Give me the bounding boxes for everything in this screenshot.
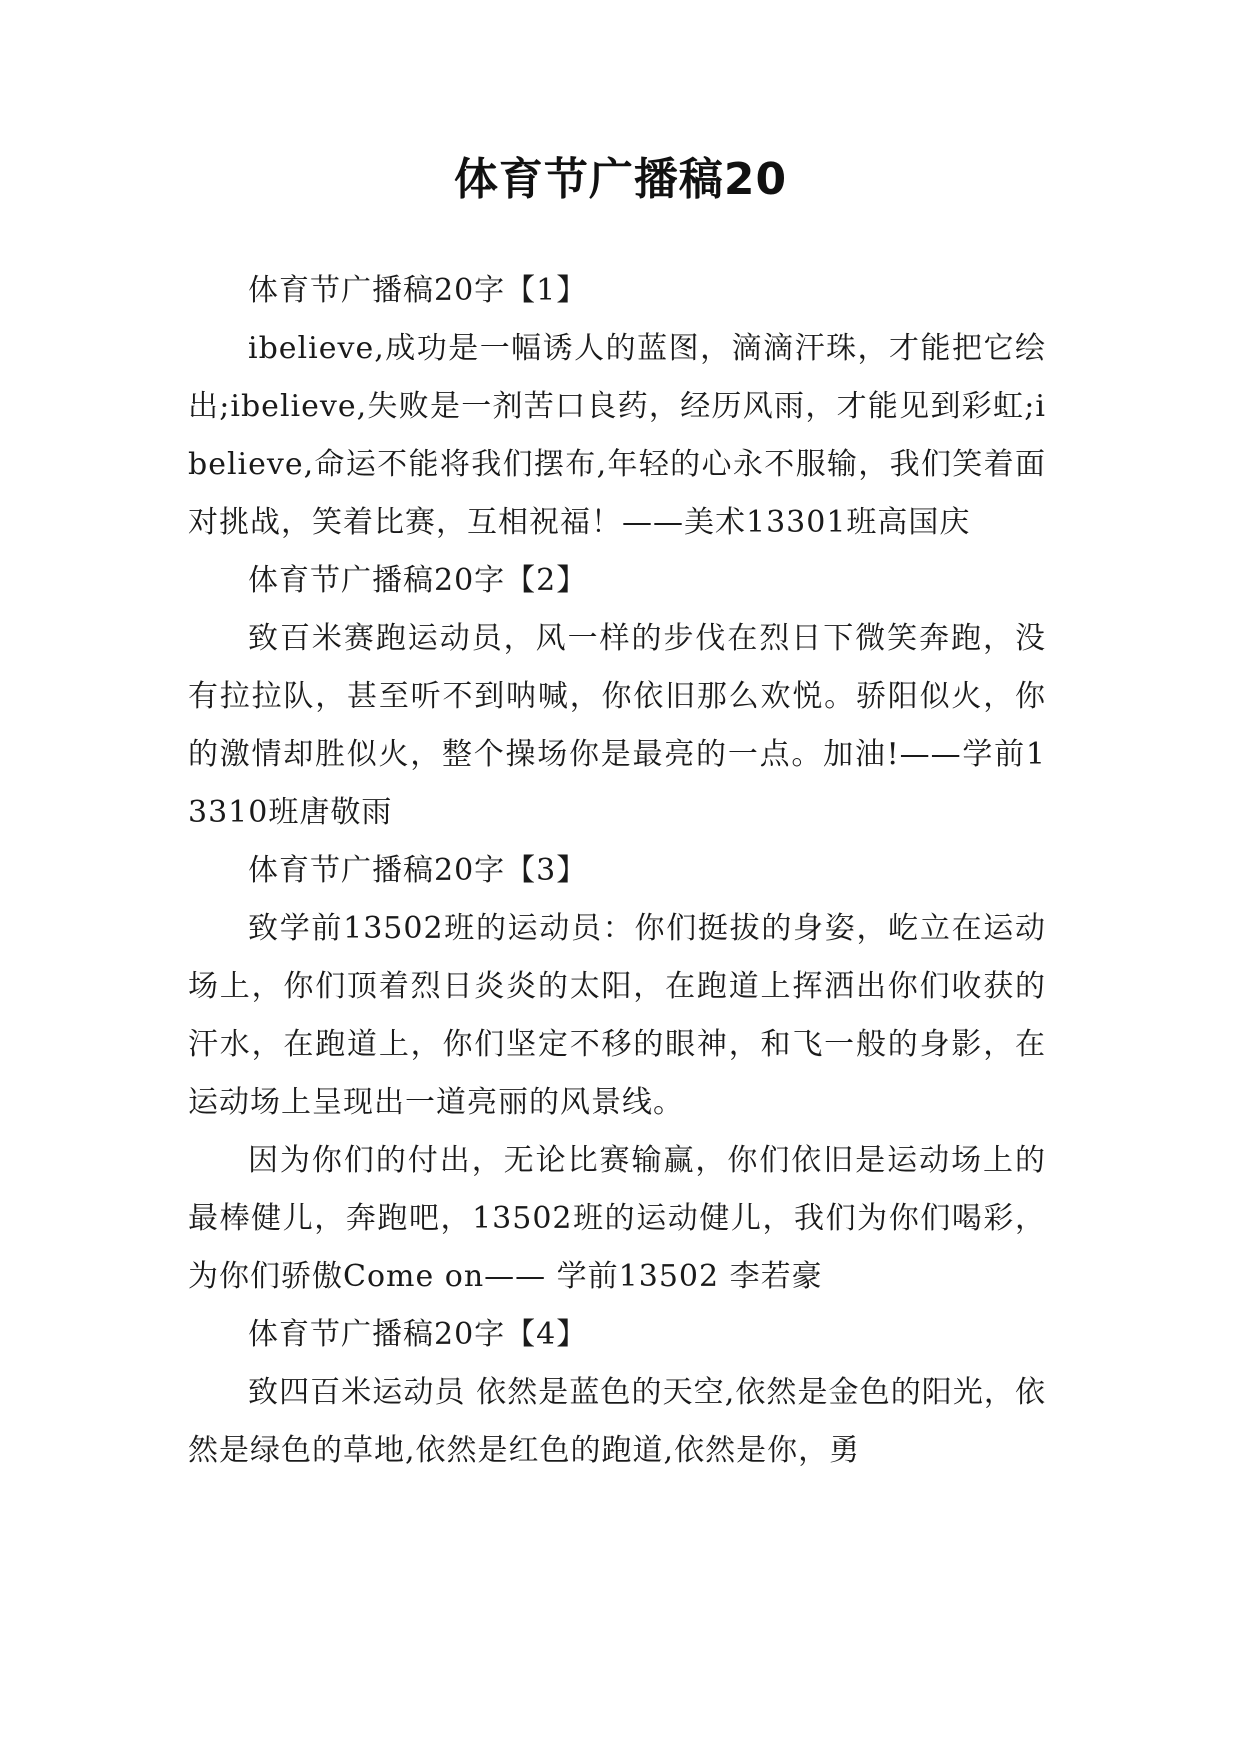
section-heading-2: 体育节广播稿20字【2】 [248, 563, 588, 598]
section-2-paragraph-1: 致百米赛跑运动员，风一样的步伐在烈日下微笑奔跑，没有拉拉队，甚至听不到呐喊，你依旧那么欢悦。骄阳似火，你的激情却胜似火，整个操场你是最亮的一点。加油!——学前13310班唐敬雨 [188, 621, 1046, 830]
document-title: 体育节广播稿20 [453, 154, 788, 205]
section-heading-3: 体育节广播稿20字【3】 [248, 853, 588, 888]
section-3-paragraph-2: 因为你们的付出，无论比赛输赢，你们依旧是运动场上的最棒健儿，奔跑吧，13502班的运动健儿，我们为你们喝彩，为你们骄傲Come on—— 学前13502 李若豪 [188, 1143, 1046, 1294]
document-body [188, 262, 1046, 1480]
section-heading-1: 体育节广播稿20字【1】 [248, 273, 588, 308]
section-1-paragraph-1: ibelieve,成功是一幅诱人的蓝图，滴滴汗珠，才能把它绘出;ibelieve,失败是一剂苦口良药，经历风雨，才能见到彩虹;ibelieve,命运不能将我们摆布,年轻的心永不服输，我们笑着面对挑战，笑着比赛，互相祝福！——美术13301班高国庆 [188, 331, 1046, 540]
section-3-paragraph-1: 致学前13502班的运动员：你们挺拔的身姿，屹立在运动场上，你们顶着烈日炎炎的太阳，在跑道上挥洒出你们收获的汗水，在跑道上，你们坚定不移的眼神，和飞一般的身影，在运动场上呈现出一道亮丽的风景线。 [188, 911, 1046, 1120]
section-heading-4: 体育节广播稿20字【4】 [248, 1317, 588, 1352]
section-4-paragraph-1: 致四百米运动员 依然是蓝色的天空,依然是金色的阳光，依然是绿色的草地,依然是红色的跑道,依然是你，勇 [188, 1375, 1046, 1468]
